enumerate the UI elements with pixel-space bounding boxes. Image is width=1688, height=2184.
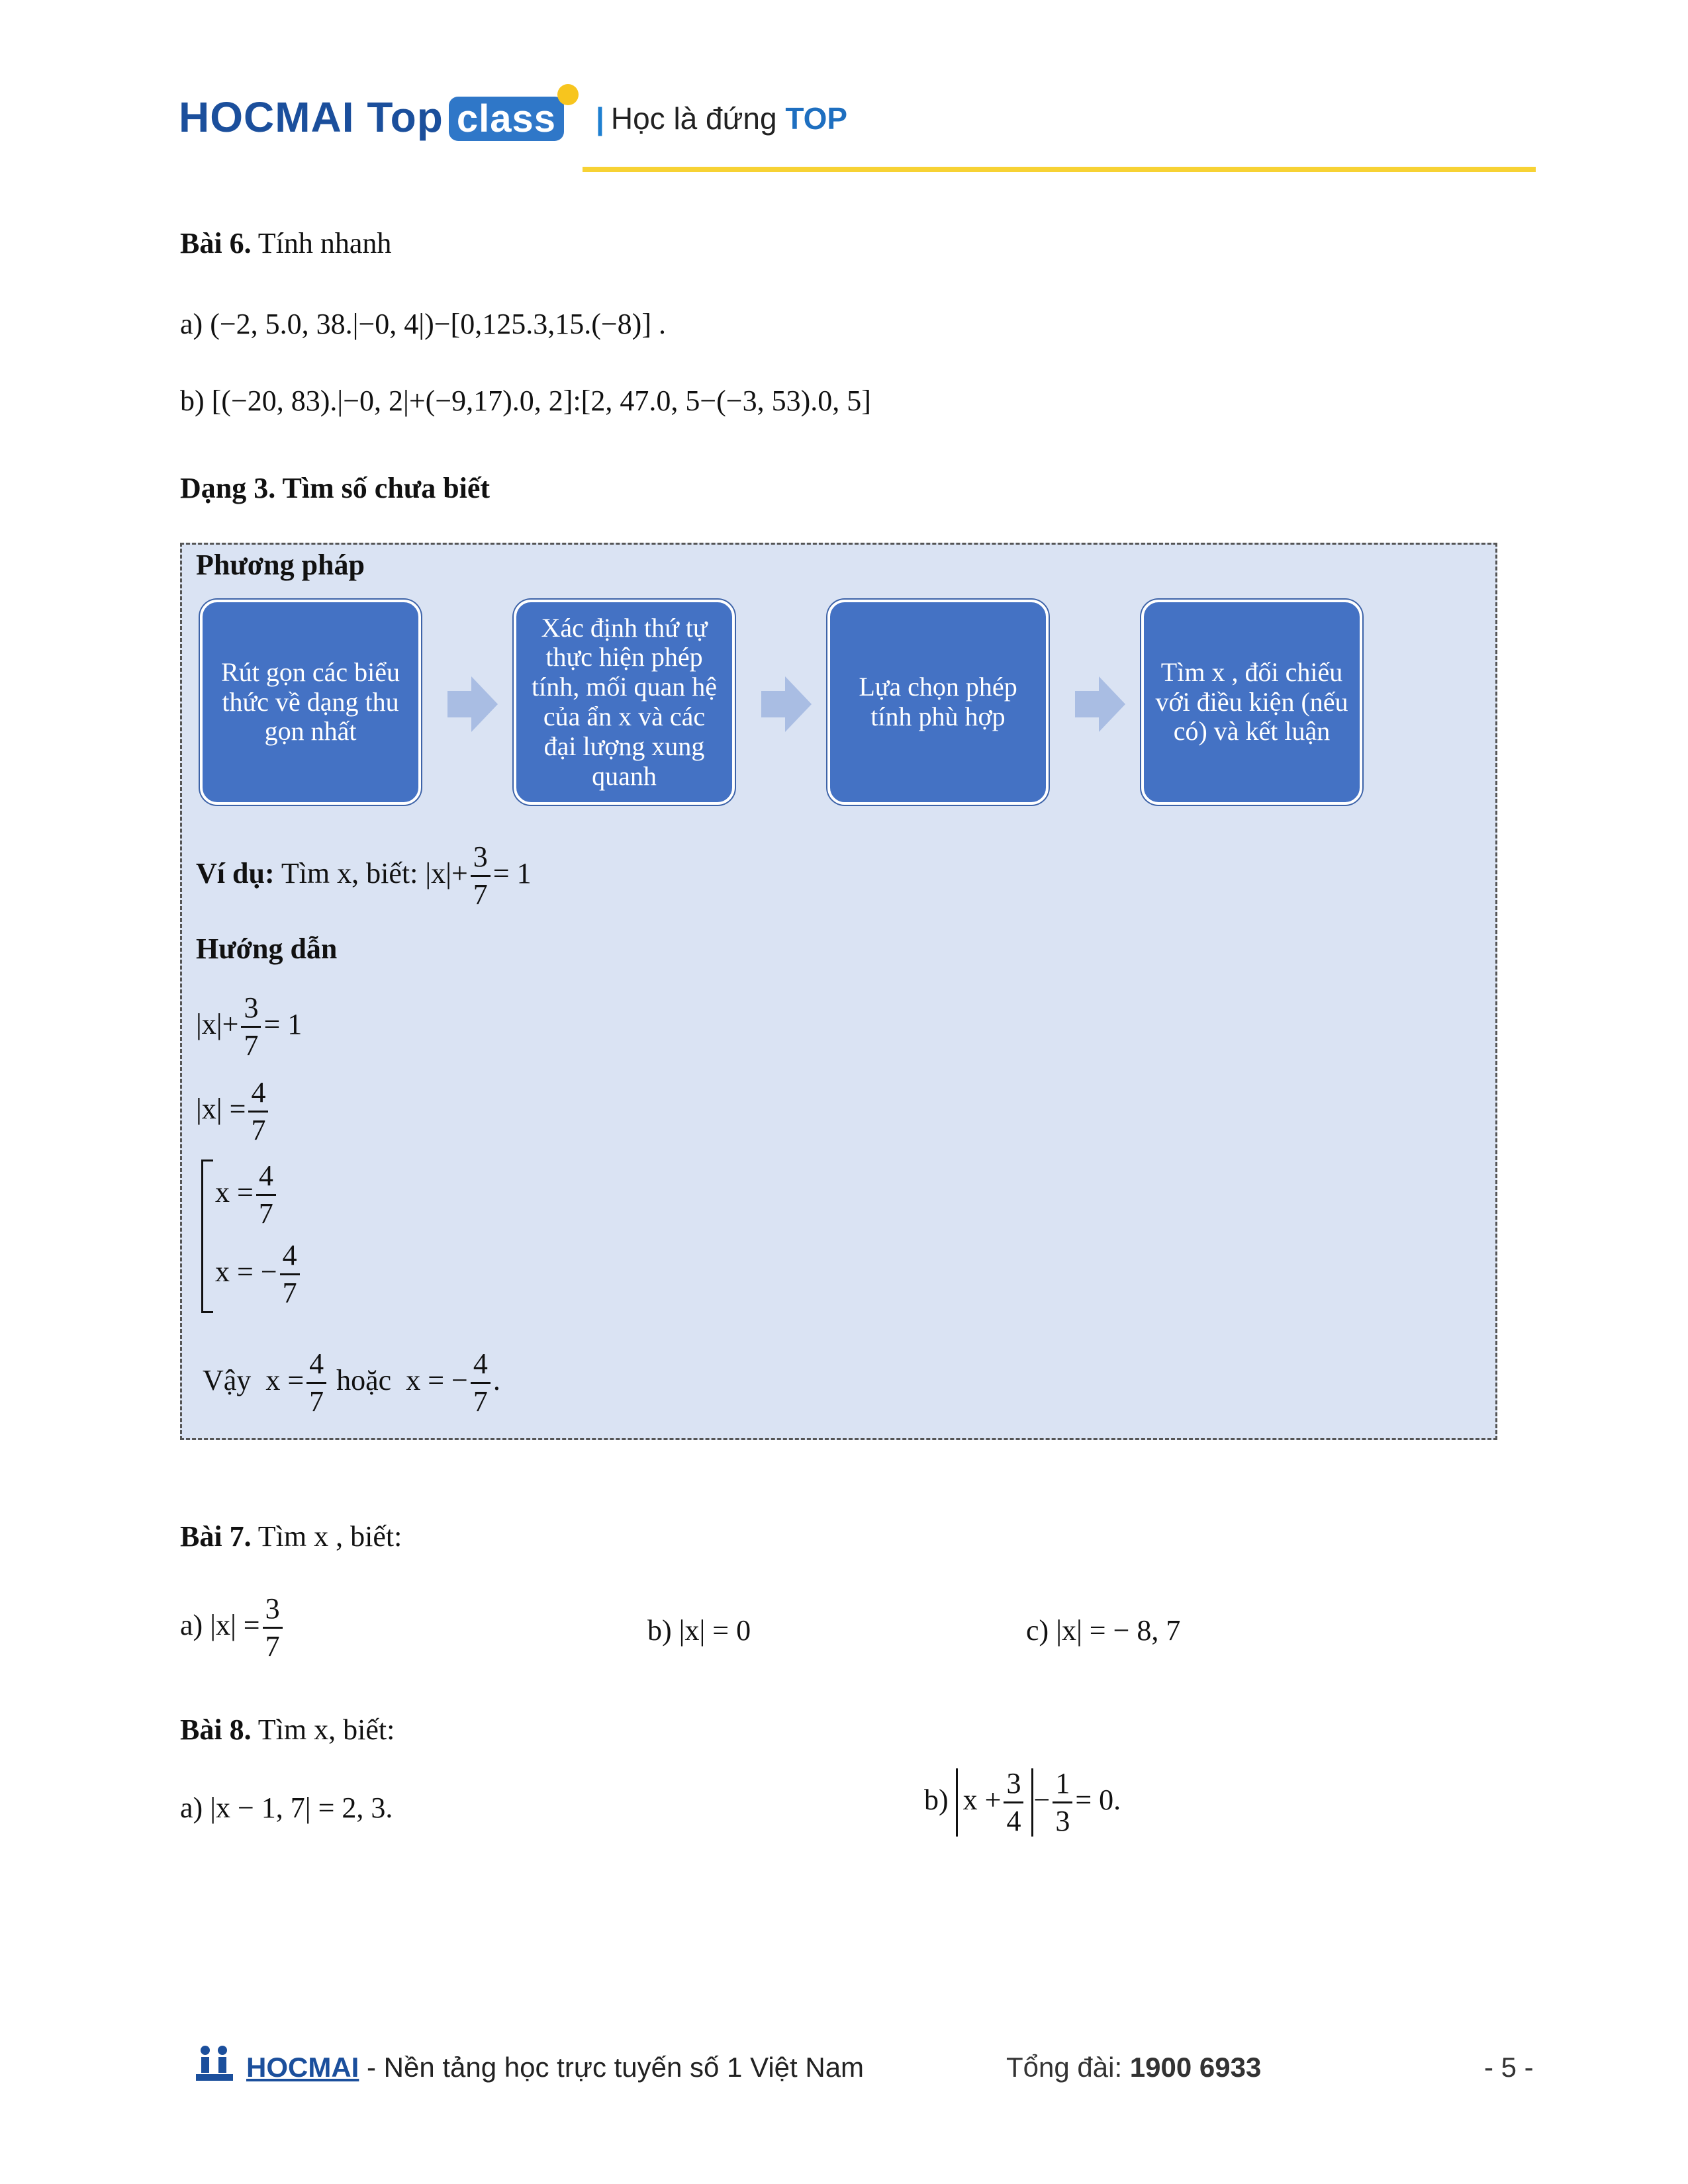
- dang3-title: Dạng 3. Tìm số chưa biết: [180, 472, 491, 504]
- guide-case-2: x = − $\frac{4}{7}$: [215, 1240, 303, 1308]
- example-line: [196, 842, 532, 910]
- method-step-1: Rút gọn các biểu thức về dạng thu gọn nhất: [200, 600, 421, 805]
- bai6-instruction: Tính nhanh: [258, 227, 392, 259]
- footer-slogan: - Nền tảng học trực tuyến số 1 Việt Nam: [359, 2052, 865, 2083]
- example-rhs: = 1: [492, 856, 532, 889]
- logo-main-text: HOCMAI Top: [179, 93, 444, 141]
- footer-text: [246, 2052, 864, 2083]
- hotline-number: 1900 6933: [1129, 2052, 1262, 2083]
- guide-line-2: |x| = $\frac{4}{7}$: [196, 1077, 271, 1146]
- bai7-label: Bài 7.: [180, 1520, 252, 1553]
- bai8-b: b) x + $\frac{3}{4}$ − $\frac{1}{3}$ = 0.: [924, 1767, 1121, 1838]
- bai8-a: a) |x − 1, 7| = 2, 3.: [180, 1792, 393, 1824]
- logo-class-badge: class: [449, 97, 564, 141]
- tagline-bar: |: [596, 101, 604, 136]
- hocmai-footer-icon: [193, 2044, 236, 2083]
- bai6-a-label: a): [180, 308, 203, 340]
- page-number: - 5 -: [1484, 2052, 1534, 2083]
- guide-heading: Hướng dẫn: [196, 933, 338, 965]
- method-heading: Phương pháp: [196, 549, 365, 581]
- bai7-a: a) |x| = $\frac{3}{7}$: [180, 1594, 285, 1662]
- header-tagline: [596, 101, 847, 136]
- bai8-title: [180, 1713, 395, 1747]
- method-step-3: Lựa chọn phép tính phù hợp: [827, 600, 1049, 805]
- bai7-title: [180, 1520, 402, 1553]
- guide-case-bracket: [201, 1160, 297, 1313]
- hocmai-topclass-logo: [179, 93, 585, 142]
- footer-brand-link[interactable]: HOCMAI: [246, 2052, 359, 2083]
- star-icon: [557, 84, 579, 105]
- guide-case-1: x = $\frac{4}{7}$: [215, 1161, 279, 1229]
- tagline-text: Học là đứng: [610, 101, 777, 136]
- arrow-right-icon: [447, 676, 496, 732]
- footer-hotline: Tổng đài: 1900 6933: [1006, 2052, 1262, 2083]
- bai6-a: [180, 307, 666, 341]
- header-divider: [583, 167, 1536, 172]
- guide-line-1: |x|+ $\frac{3}{7}$ = 1: [196, 991, 303, 1062]
- tagline-top: TOP: [785, 101, 848, 136]
- example-text: Tìm x, biết:: [281, 856, 418, 889]
- guide-conclusion: Vậy x = $\frac{4}{7}$ hoặc x = − $\frac{4}{7}$ .: [203, 1347, 500, 1418]
- bai6-a-expression: (−2, 5.0, 38.|−0, 4|)−[0,125.3,15.(−8)] .: [210, 308, 666, 340]
- bai6-title: [180, 226, 391, 260]
- arrow-right-icon: [1075, 676, 1124, 732]
- arrow-right-icon: [761, 676, 810, 732]
- example-label: Ví dụ:: [196, 856, 275, 889]
- bai7-instruction: Tìm x , biết:: [258, 1520, 402, 1553]
- bai6-label: Bài 6.: [180, 227, 252, 259]
- bai7-c: c) |x| = − 8, 7: [1026, 1614, 1181, 1647]
- bai6-b-label: b): [180, 385, 205, 417]
- bai6-b-expression: [(−20, 83).|−0, 2|+(−9,17).0, 2]:[2, 47.0, 5−(−3, 53).0, 5]: [211, 385, 871, 417]
- bai6-b: [180, 384, 871, 418]
- bai8-label: Bài 8.: [180, 1713, 252, 1746]
- example-lhs: |x|+: [425, 856, 468, 889]
- method-step-4: Tìm x , đối chiếu với điều kiện (nếu có) và kết luận: [1141, 600, 1362, 805]
- bai8-instruction: Tìm x, biết:: [258, 1713, 395, 1746]
- bai7-b: b) |x| = 0: [647, 1614, 751, 1647]
- method-step-2: Xác định thứ tự thực hiện phép tính, mối quan hệ của ẩn x và các đại lượng xung quanh: [514, 600, 735, 805]
- example-fraction: $\frac{3}{7}$: [471, 842, 491, 910]
